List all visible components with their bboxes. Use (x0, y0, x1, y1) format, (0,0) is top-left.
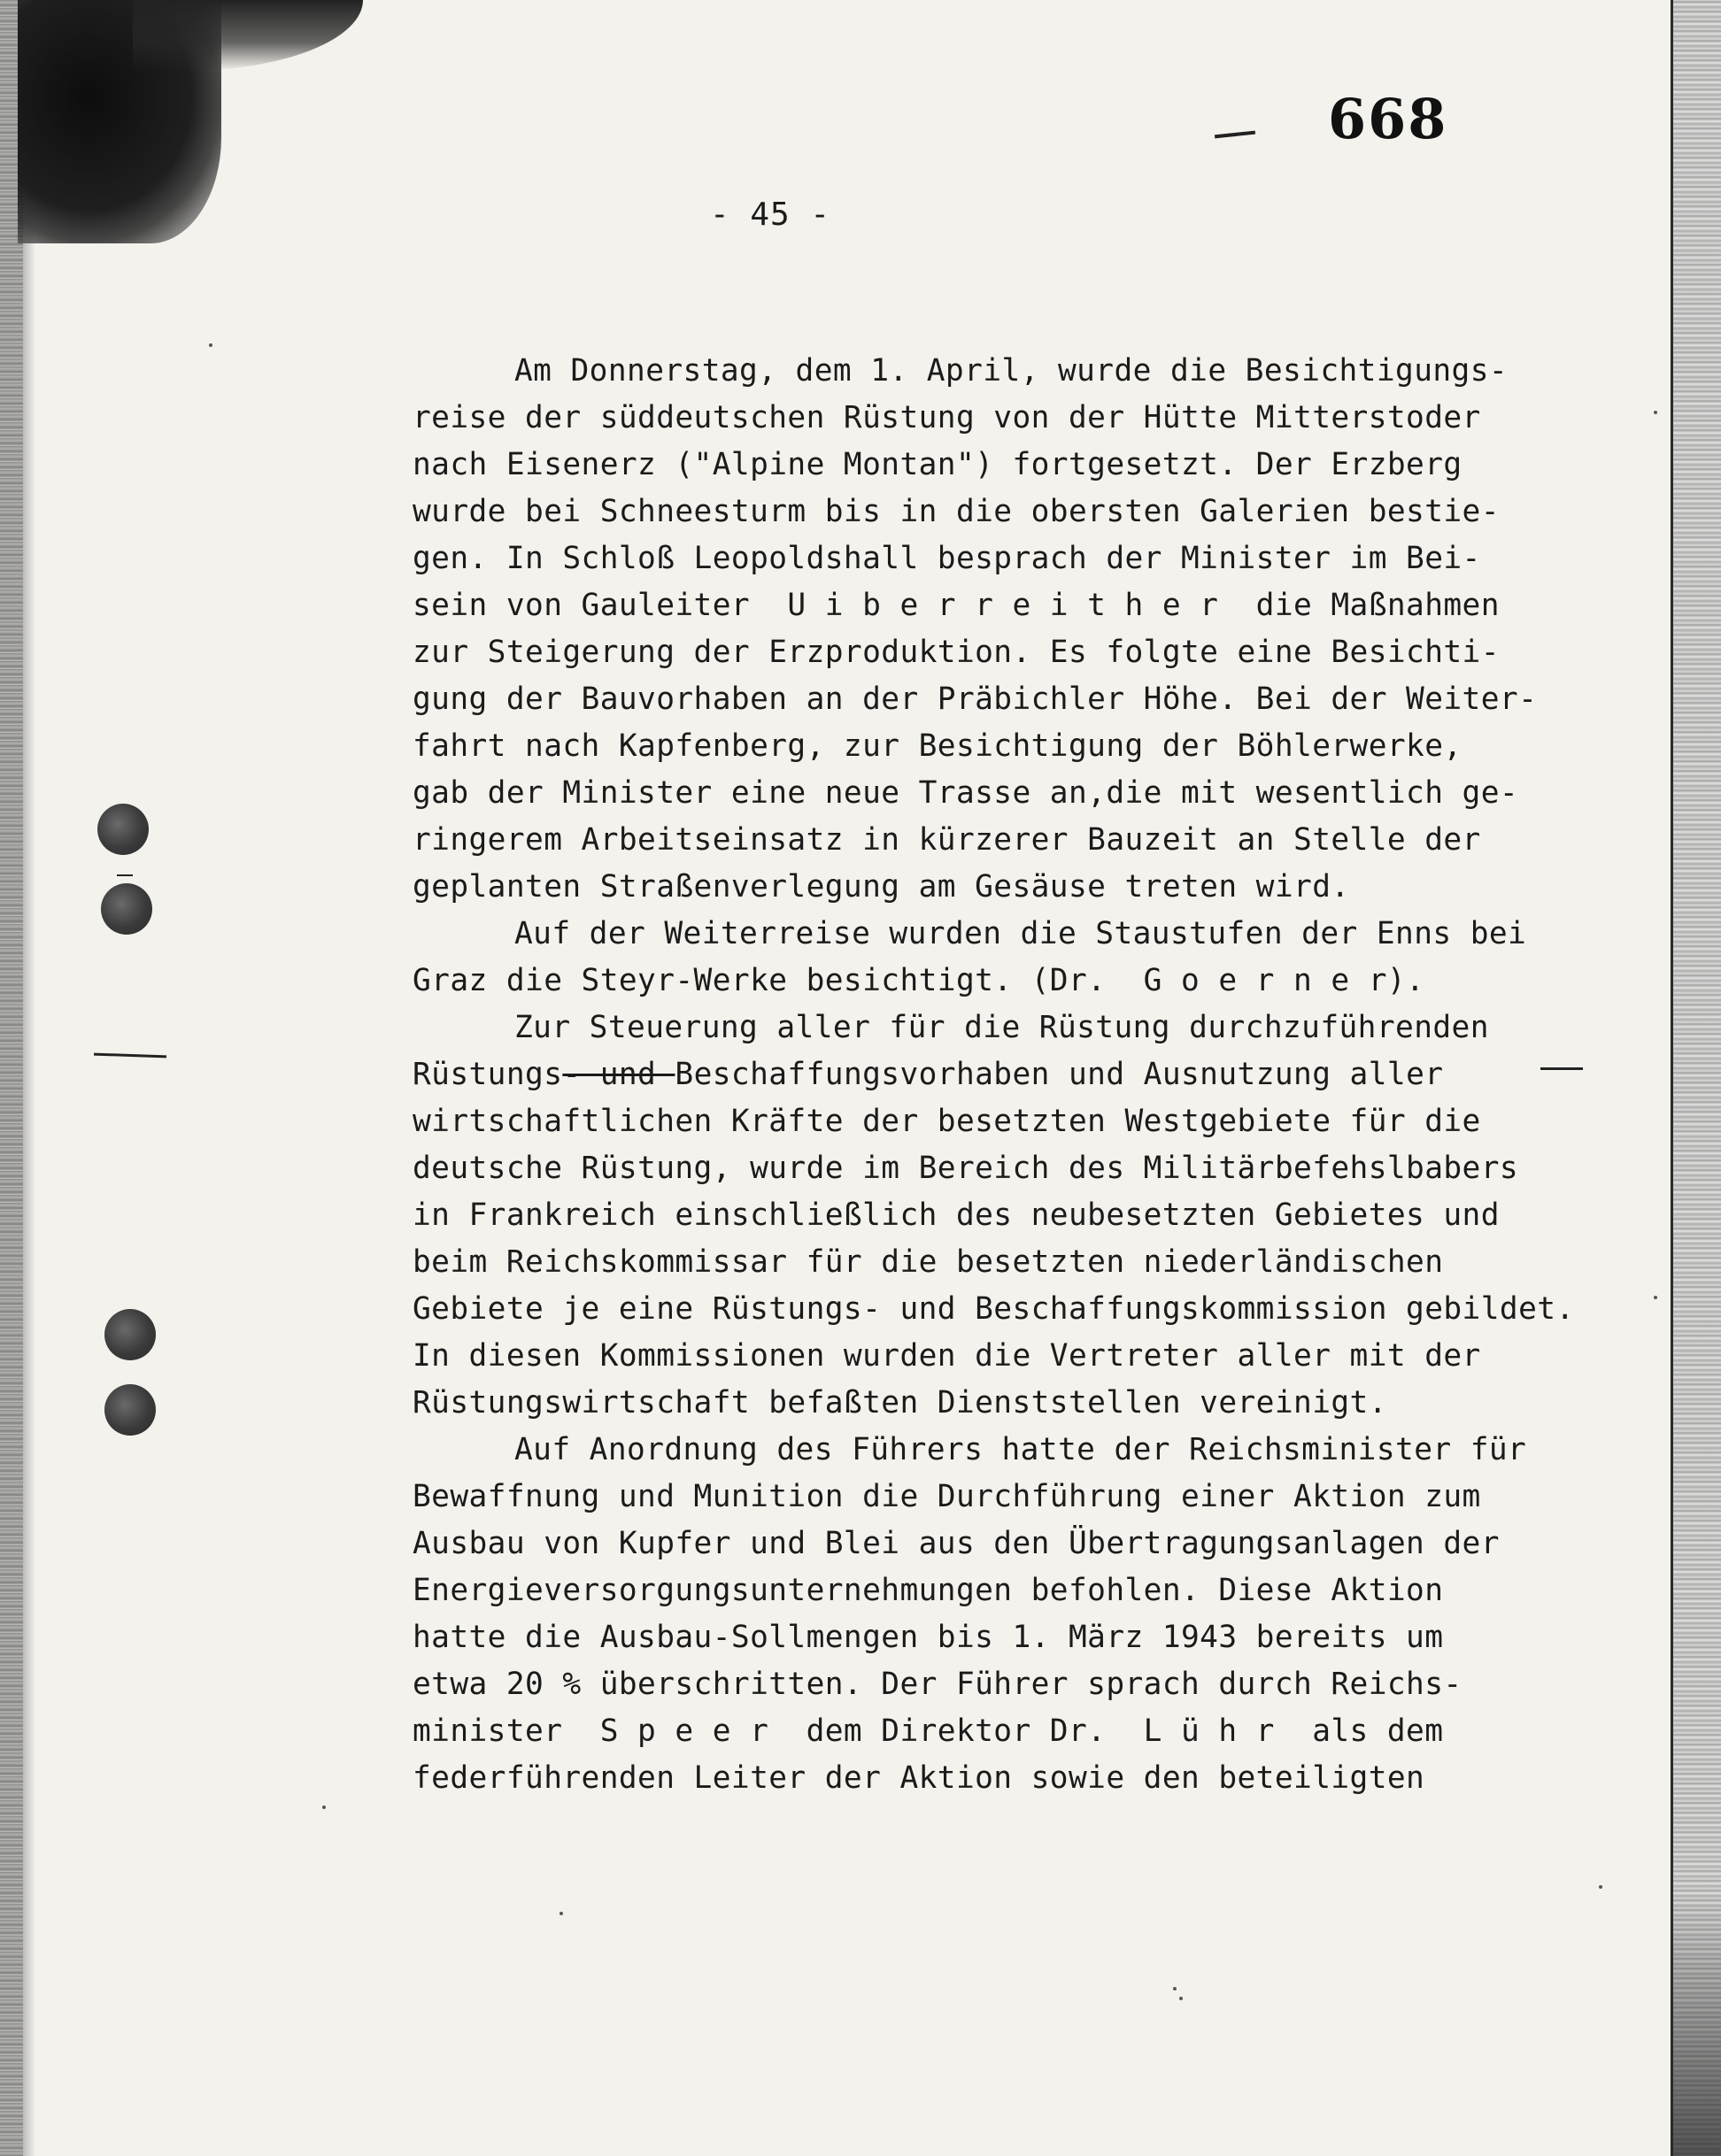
archive-stamp-number: 668 (1328, 87, 1448, 151)
text-line: hatte die Ausbau-Sollmengen bis 1. März 1943 bereits um (413, 1620, 1444, 1655)
text-line: fahrt nach Kapfenberg, zur Besichtigung der Böhlerwerke, (413, 728, 1462, 764)
text-line: sein von Gauleiter U i b e r r e i t h e r die Maßnahmen (413, 588, 1500, 623)
scan-speck (322, 1806, 326, 1809)
stamp-dash-mark (1215, 131, 1255, 139)
struck-text: - und (562, 1057, 675, 1092)
text-line: Graz die Steyr-Werke besichtigt. (Dr. G o e r n e r). (413, 963, 1425, 998)
text-line: Am Donnerstag, dem 1. April, wurde die Besichtigungs- (514, 353, 1509, 389)
punch-hole-4 (104, 1384, 156, 1436)
text-line: Bewaffnung und Munition die Durchführung einer Aktion zum (413, 1479, 1481, 1514)
margin-mark-short (117, 874, 133, 876)
scan-speck (1654, 411, 1657, 414)
text-segment: Rüstungs (413, 1057, 563, 1092)
text-line: wurde bei Schneesturm bis in die obersten Galerien bestie- (413, 494, 1500, 529)
corner-ink-blot-top (133, 0, 363, 71)
text-line: in Frankreich einschließlich des neubesetzten Gebietes und (413, 1197, 1500, 1233)
text-line: wirtschaftlichen Kräfte der besetzten Westgebiete für die (413, 1104, 1481, 1139)
punch-hole-3 (104, 1309, 156, 1360)
text-line: minister S p e e r dem Direktor Dr. L ü h r als dem (413, 1713, 1444, 1749)
text-line: Energieversorgungsunternehmungen befohlen. Diese Aktion (413, 1573, 1444, 1608)
text-line: nach Eisenerz ("Alpine Montan") fortgesetzt. Der Erzberg (413, 447, 1462, 482)
paragraph-4 (413, 1427, 1652, 1802)
text-line-with-strikethrough (413, 1051, 1652, 1098)
text-line: etwa 20 % überschritten. Der Führer sprach durch Reichs- (413, 1667, 1462, 1702)
document-body (413, 348, 1652, 1802)
text-line: Auf Anordnung des Führers hatte der Reichsminister für (514, 1432, 1527, 1467)
scan-speck (1654, 1296, 1657, 1299)
text-line: zur Steigerung der Erzproduktion. Es folgte eine Besichti- (413, 635, 1500, 670)
text-line: gung der Bauvorhaben an der Präbichler Höhe. Bei der Weiter- (413, 681, 1538, 717)
text-line: Gebiete je eine Rüstungs- und Beschaffungskommission gebildet. (413, 1291, 1575, 1327)
page-number: - 45 - (710, 196, 831, 233)
text-line: Ausbau von Kupfer und Blei aus den Übertragungsanlagen der (413, 1526, 1500, 1561)
scan-left-edge (0, 0, 23, 2156)
text-line: Zur Steuerung aller für die Rüstung durchzuführenden (514, 1010, 1489, 1045)
text-line: In diesen Kommissionen wurden die Vertreter aller mit der (413, 1338, 1481, 1374)
margin-mark-long (94, 1053, 166, 1059)
text-line: Auf der Weiterreise wurden die Staustufen der Enns bei (514, 916, 1527, 951)
text-line: federführenden Leiter der Aktion sowie den beteiligten (413, 1760, 1425, 1796)
scan-speck (1599, 1885, 1602, 1889)
text-line: Rüstungswirtschaft befaßten Dienststellen vereinigt. (413, 1385, 1387, 1421)
punch-hole-1 (97, 804, 149, 855)
text-line: beim Reichskommissar für die besetzten niederländischen (413, 1244, 1444, 1280)
paragraph-1 (413, 348, 1652, 911)
scan-speck (1173, 1987, 1177, 1990)
paragraph-2 (413, 911, 1652, 1005)
text-line: deutsche Rüstung, wurde im Bereich des Militärbefehslbabers (413, 1151, 1519, 1186)
text-line: geplanten Straßenverlegung am Gesäuse treten wird. (413, 869, 1350, 905)
paragraph-3 (413, 1005, 1652, 1427)
text-line: reise der süddeutschen Rüstung von der Hütte Mitterstoder (413, 400, 1481, 435)
punch-hole-2 (101, 883, 152, 935)
text-segment: Beschaffungsvorhaben und Ausnutzung aller (675, 1057, 1444, 1092)
scan-speck (209, 343, 212, 347)
text-line: gen. In Schloß Leopoldshall besprach der Minister im Bei- (413, 541, 1481, 576)
text-line: ringerem Arbeitseinsatz in kürzerer Bauzeit an Stelle der (413, 822, 1481, 858)
scan-right-border (1671, 0, 1673, 2156)
scan-speck (1179, 1997, 1183, 2000)
scan-speck (560, 1912, 563, 1915)
text-line: gab der Minister eine neue Trasse an,die mit wesentlich ge- (413, 775, 1519, 811)
scan-right-edge (1673, 0, 1721, 2156)
scan-right-bottom-shadow (1673, 1890, 1721, 2156)
scan-left-shadow (23, 0, 35, 2156)
